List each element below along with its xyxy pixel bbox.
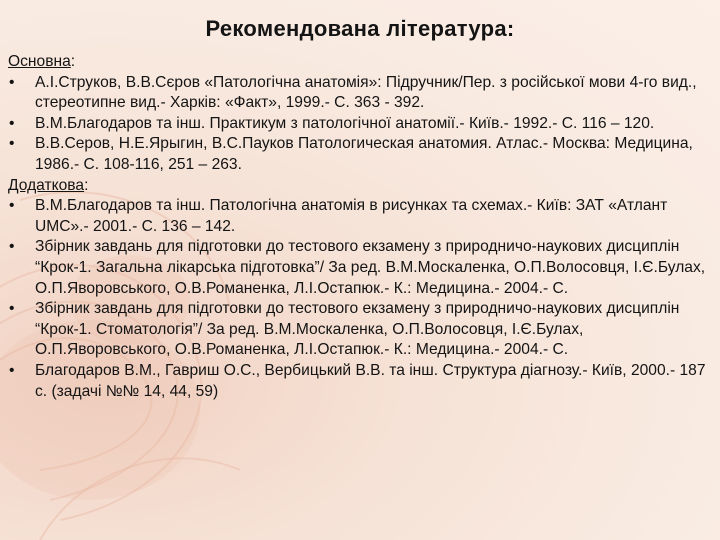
reference-text: А.І.Струков, В.В.Сєров «Патологічна анатомія»: Підручник/Пер. з російської мови 4-го вид., стереотипне вид.- Харків: «Факт», 1999.- С. 363 - 392. <box>35 73 697 112</box>
section-heading <box>8 52 708 73</box>
reference-item <box>8 299 708 361</box>
section-heading-label: Основна <box>8 53 71 70</box>
section-heading-label: Додаткова <box>8 176 85 194</box>
bullet-icon: • <box>9 238 15 256</box>
bullet-icon: • <box>9 135 15 153</box>
bullet-icon: • <box>9 73 15 91</box>
reference-text: В.В.Серов, Н.Е.Ярыгин, В.С.Пауков Патологическая анатомия. Атлас.- Москва: Медицина, 1986.- С. 108-116, 251 – 263. <box>35 135 693 173</box>
reference-text: Збірник завдань для підготовки до тестового екзамену з природничо-наукових дисциплін “Крок-1. Загальна лікарська підготовка”/ За ред. В.М.Москаленка, О.П.Волосовця, І.Є.Булах, О.П.Яворовського, О.В.Романенка, Л.І.Остапюк.- К.: Медицина.- 2004.- С. <box>35 238 706 297</box>
reference-list <box>8 73 708 176</box>
section-main <box>8 52 708 176</box>
reference-text: Збірник завдань для підготовки до тестового екзамену з природничо-наукових дисциплін “Крок-1. Стоматологія”/ За ред. В.М.Москаленка, О.П.Волосовця, І.Є.Булах, О.П.Яворовського, О.В.Романенка, Л.І.Остапюк.- К.: Медицина.- 2004.- С. <box>35 300 680 359</box>
slide-title: Рекомендована література: <box>205 16 515 41</box>
section-heading <box>8 176 708 197</box>
reference-item <box>8 361 708 402</box>
bullet-icon: • <box>9 361 15 379</box>
bullet-icon: • <box>9 197 15 215</box>
reference-text: В.М.Благодаров та інш. Практикум з патологічної анатомії.- Київ.- 1992.- С. 116 – 120. <box>35 114 655 132</box>
section-heading-suffix: : <box>84 176 89 194</box>
reference-item <box>8 134 708 175</box>
section-additional <box>8 176 708 403</box>
bullet-icon: • <box>9 114 15 132</box>
reference-list <box>8 196 708 402</box>
section-heading-suffix: : <box>70 53 76 70</box>
reference-item <box>8 237 708 299</box>
reference-item <box>8 114 708 135</box>
reference-item <box>8 196 708 237</box>
literature-list <box>8 52 708 402</box>
reference-text: В.М.Благодаров та інш. Патологічна анатомія в рисунках та схемах.- Київ: ЗАТ «Атлант UMC».- 2001.- С. 136 – 142. <box>35 197 668 235</box>
reference-item <box>8 73 708 114</box>
bullet-icon: • <box>9 300 15 318</box>
reference-text: Благодаров В.М., Гавриш О.С., Вербицький В.В. та інш. Структура діагнозу.- Київ, 2000.- 187 с. (задачі №№ 14, 44, 59) <box>35 361 706 400</box>
